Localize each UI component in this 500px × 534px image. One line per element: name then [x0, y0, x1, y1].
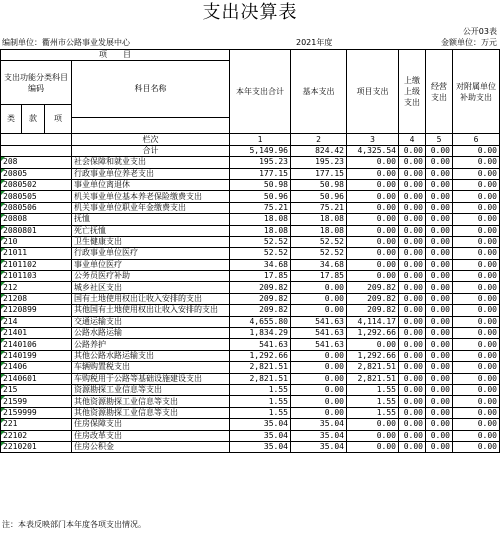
- row-subject-name: 住房改革支出: [72, 430, 230, 441]
- row-code: 2120899: [1, 305, 72, 316]
- row-value-col2: 35.04: [291, 441, 347, 452]
- row-subject-name: 事业单位离退休: [72, 179, 230, 190]
- row-value-col1: 1.55: [230, 407, 291, 418]
- row-subject-name: 公务员医疗补助: [72, 271, 230, 282]
- row-value-col5: 0.00: [426, 362, 453, 373]
- row-value-col3: 1,292.66: [347, 328, 399, 339]
- row-value-col4: 0.00: [399, 373, 426, 384]
- row-value-col2: 0.00: [291, 362, 347, 373]
- table-row: [1, 316, 500, 327]
- row-code: 2140199: [1, 350, 72, 361]
- row-subject-name: 住房公积金: [72, 441, 230, 452]
- header-class: 类: [1, 105, 22, 134]
- row-value-col5: 0.00: [426, 236, 453, 247]
- row-value-col5: 0.00: [426, 259, 453, 270]
- row-value-col2: 17.85: [291, 271, 347, 282]
- row-subject-name: 住房保障支出: [72, 419, 230, 430]
- row-value-col6: 0.00: [453, 362, 500, 373]
- row-value-col6: 0.00: [453, 339, 500, 350]
- row-value-col5: 0.00: [426, 248, 453, 259]
- row-value-col6: 0.00: [453, 179, 500, 190]
- table-title: 支出决算表: [202, 2, 298, 23]
- row-value-col2: 541.63: [291, 339, 347, 350]
- row-subject-name: 车购税用于公路等基础设施建设支出: [72, 373, 230, 384]
- row-value-col3: 0.00: [347, 214, 399, 225]
- row-value-col5: 0.00: [426, 407, 453, 418]
- table-row: [1, 305, 500, 316]
- table-row: [1, 430, 500, 441]
- row-value-col5: 0.00: [426, 350, 453, 361]
- table-row: [1, 259, 500, 270]
- row-value-col2: 0.00: [291, 282, 347, 293]
- row-code: 21011: [1, 248, 72, 259]
- row-value-col3: 0.00: [347, 441, 399, 452]
- table-row: [1, 373, 500, 384]
- row-code: 2080505: [1, 191, 72, 202]
- row-subject-name: 城乡社区支出: [72, 282, 230, 293]
- row-value-col4: 0.00: [399, 407, 426, 418]
- row-subject-name: 行政事业单位医疗: [72, 248, 230, 259]
- row-value-col6: 0.00: [453, 236, 500, 247]
- table-row: [1, 350, 500, 361]
- row-value-col3: 1,292.66: [347, 350, 399, 361]
- row-value-col4: 0.00: [399, 157, 426, 168]
- row-value-col6: 0.00: [453, 430, 500, 441]
- row-code: 2080506: [1, 202, 72, 213]
- table-row: [1, 362, 500, 373]
- row-value-col4: 0.00: [399, 271, 426, 282]
- row-value-col5: 0.00: [426, 293, 453, 304]
- row-value-col3: 4,114.17: [347, 316, 399, 327]
- row-value-col3: 0.00: [347, 225, 399, 236]
- row-value-col6: 0.00: [453, 407, 500, 418]
- row-value-col5: 0.00: [426, 214, 453, 225]
- row-value-col5: 0.00: [426, 168, 453, 179]
- col-no-2: 2: [291, 134, 347, 145]
- row-value-col1: 209.82: [230, 305, 291, 316]
- row-value-col6: 0.00: [453, 316, 500, 327]
- row-value-col2: 18.08: [291, 225, 347, 236]
- footnote: 注：本表反映部门本年度各项支出情况。: [2, 520, 146, 529]
- row-value-col6: 0.00: [453, 419, 500, 430]
- row-value-col6: 0.00: [453, 271, 500, 282]
- row-value-col5: 0.00: [426, 328, 453, 339]
- table-row: [1, 441, 500, 452]
- row-value-col1: 35.04: [230, 441, 291, 452]
- row-value-col4: 0.00: [399, 350, 426, 361]
- row-code: 2140601: [1, 373, 72, 384]
- row-ranks-label: 栏次: [72, 134, 230, 145]
- row-value-col4: 0.00: [399, 248, 426, 259]
- row-value-col2: 35.04: [291, 430, 347, 441]
- row-value-col2: 177.15: [291, 168, 347, 179]
- header-item: 项: [45, 105, 72, 134]
- row-code: 210: [1, 236, 72, 247]
- row-value-col3: 1.55: [347, 407, 399, 418]
- row-code: 2080801: [1, 225, 72, 236]
- row-value-col2: 18.08: [291, 214, 347, 225]
- fiscal-year: 2021年度: [296, 38, 333, 47]
- row-value-col2: 0.00: [291, 396, 347, 407]
- header-basic-expenditure: 基本支出: [291, 50, 347, 134]
- row-value-col1: 17.85: [230, 271, 291, 282]
- row-value-col1: 18.08: [230, 214, 291, 225]
- row-subject-name: 机关事业单位基本养老保险缴费支出: [72, 191, 230, 202]
- header-project: 项 目: [1, 50, 230, 61]
- row-value-col6: 0.00: [453, 225, 500, 236]
- row-code: 20808: [1, 214, 72, 225]
- row-value-col3: 209.82: [347, 282, 399, 293]
- header-remit-superior: 上缴上级支出: [399, 50, 426, 134]
- col-no-3: 3: [347, 134, 399, 145]
- row-value-col5: 0.00: [426, 157, 453, 168]
- row-subject-name: 事业单位医疗: [72, 259, 230, 270]
- row-value-col5: 0.00: [426, 305, 453, 316]
- row-value-col3: 0.00: [347, 271, 399, 282]
- row-code: 22102: [1, 430, 72, 441]
- row-value-col5: 0.00: [426, 441, 453, 452]
- row-value-col5: 0.00: [426, 384, 453, 395]
- row-value-col1: 1,834.29: [230, 328, 291, 339]
- row-code: 2101103: [1, 271, 72, 282]
- row-value-col4: 0.00: [399, 328, 426, 339]
- row-value-col2: 34.68: [291, 259, 347, 270]
- row-value-col2: 541.63: [291, 316, 347, 327]
- row-value-col4: 0.00: [399, 396, 426, 407]
- row-value-col6: 0.00: [453, 396, 500, 407]
- table-row: [1, 225, 500, 236]
- row-value-col1: 541.63: [230, 339, 291, 350]
- col-no-4: 4: [399, 134, 426, 145]
- row-value-col1: 2,821.51: [230, 373, 291, 384]
- row-value-col3: 0.00: [347, 157, 399, 168]
- row-value-col2: 75.21: [291, 202, 347, 213]
- row-value-col5: 0.00: [426, 316, 453, 327]
- compiling-unit: 编制单位：衢州市公路事业发展中心: [2, 38, 130, 47]
- row-value-col1: 195.23: [230, 157, 291, 168]
- row-value-col4: 0.00: [399, 419, 426, 430]
- row-code: 215: [1, 384, 72, 395]
- row-value-col6: 0.00: [453, 384, 500, 395]
- table-row: [1, 179, 500, 190]
- header-total-expenditure: 本年支出合计: [230, 50, 291, 134]
- table-row: [1, 214, 500, 225]
- row-value-col2: 52.52: [291, 248, 347, 259]
- row-value-col6: 0.00: [453, 248, 500, 259]
- row-value-col6: 0.00: [453, 191, 500, 202]
- total-col1: 5,149.96: [230, 145, 291, 156]
- row-value-col3: 0.00: [347, 191, 399, 202]
- row-value-col5: 0.00: [426, 191, 453, 202]
- row-value-col5: 0.00: [426, 225, 453, 236]
- row-value-col1: 50.98: [230, 179, 291, 190]
- row-value-col2: 0.00: [291, 305, 347, 316]
- row-value-col4: 0.00: [399, 202, 426, 213]
- row-value-col2: 50.98: [291, 179, 347, 190]
- row-value-col5: 0.00: [426, 202, 453, 213]
- header-subsidiary-subsidy: 对附属单位补助支出: [453, 50, 500, 134]
- row-value-col4: 0.00: [399, 282, 426, 293]
- row-code: 2140106: [1, 339, 72, 350]
- row-value-col5: 0.00: [426, 339, 453, 350]
- row-code: 2210201: [1, 441, 72, 452]
- row-value-col3: 0.00: [347, 179, 399, 190]
- row-value-col6: 0.00: [453, 293, 500, 304]
- row-code: 20805: [1, 168, 72, 179]
- row-value-col5: 0.00: [426, 396, 453, 407]
- row-value-col5: 0.00: [426, 282, 453, 293]
- row-value-col5: 0.00: [426, 179, 453, 190]
- row-value-col1: 18.08: [230, 225, 291, 236]
- row-code: 21208: [1, 293, 72, 304]
- row-value-col6: 0.00: [453, 441, 500, 452]
- row-value-col3: 0.00: [347, 339, 399, 350]
- row-value-col6: 0.00: [453, 282, 500, 293]
- header-function-code: 支出功能分类科目编码: [1, 61, 72, 105]
- row-value-col5: 0.00: [426, 430, 453, 441]
- row-subject-name: 其他公路水路运输支出: [72, 350, 230, 361]
- table-row: [1, 328, 500, 339]
- row-subject-name: 卫生健康支出: [72, 236, 230, 247]
- row-value-col2: 0.00: [291, 350, 347, 361]
- row-value-col4: 0.00: [399, 430, 426, 441]
- row-value-col6: 0.00: [453, 214, 500, 225]
- row-value-col4: 0.00: [399, 339, 426, 350]
- row-value-col1: 1.55: [230, 396, 291, 407]
- row-subject-name: 抚恤: [72, 214, 230, 225]
- row-code: 208: [1, 157, 72, 168]
- row-code: 2101102: [1, 259, 72, 270]
- col-no-6: 6: [453, 134, 500, 145]
- table-row: [1, 407, 500, 418]
- col-no-1: 1: [230, 134, 291, 145]
- row-value-col4: 0.00: [399, 236, 426, 247]
- row-value-col2: 52.52: [291, 236, 347, 247]
- row-value-col2: 195.23: [291, 157, 347, 168]
- row-value-col2: 50.96: [291, 191, 347, 202]
- row-code: 221: [1, 419, 72, 430]
- row-subject-name: 资源勘探工业信息等支出: [72, 384, 230, 395]
- row-subject-name: 死亡抚恤: [72, 225, 230, 236]
- row-subject-name: 社会保障和就业支出: [72, 157, 230, 168]
- row-value-col4: 0.00: [399, 214, 426, 225]
- col-no-5: 5: [426, 134, 453, 145]
- row-code: 21599: [1, 396, 72, 407]
- row-value-col1: 34.68: [230, 259, 291, 270]
- table-row: [1, 293, 500, 304]
- row-value-col1: 35.04: [230, 419, 291, 430]
- row-value-col3: 0.00: [347, 248, 399, 259]
- table-row: [1, 168, 500, 179]
- row-value-col2: 0.00: [291, 407, 347, 418]
- row-value-col4: 0.00: [399, 191, 426, 202]
- row-code: 214: [1, 316, 72, 327]
- row-value-col5: 0.00: [426, 419, 453, 430]
- row-value-col4: 0.00: [399, 225, 426, 236]
- header-project-expenditure: 项目支出: [347, 50, 399, 134]
- form-number: 公开03表: [462, 27, 497, 36]
- row-value-col3: 2,821.51: [347, 373, 399, 384]
- row-value-col5: 0.00: [426, 373, 453, 384]
- row-code: 212: [1, 282, 72, 293]
- table-row: [1, 202, 500, 213]
- row-value-col3: 2,821.51: [347, 362, 399, 373]
- table-row: [1, 157, 500, 168]
- row-value-col3: 0.00: [347, 419, 399, 430]
- row-value-col4: 0.00: [399, 259, 426, 270]
- row-value-col1: 52.52: [230, 236, 291, 247]
- row-value-col6: 0.00: [453, 259, 500, 270]
- row-value-col1: 2,821.51: [230, 362, 291, 373]
- row-value-col6: 0.00: [453, 168, 500, 179]
- row-total-label: 合计: [72, 145, 230, 156]
- row-value-col6: 0.00: [453, 157, 500, 168]
- table-row: [1, 191, 500, 202]
- row-value-col2: 0.00: [291, 293, 347, 304]
- row-value-col2: 0.00: [291, 373, 347, 384]
- row-value-col1: 75.21: [230, 202, 291, 213]
- table-row: [1, 236, 500, 247]
- row-value-col1: 1.55: [230, 384, 291, 395]
- row-value-col4: 0.00: [399, 441, 426, 452]
- row-value-col6: 0.00: [453, 202, 500, 213]
- row-subject-name: 行政事业单位养老支出: [72, 168, 230, 179]
- expenditure-table: [0, 49, 500, 453]
- row-value-col3: 0.00: [347, 168, 399, 179]
- table-row: [1, 419, 500, 430]
- row-value-col1: 177.15: [230, 168, 291, 179]
- table-row: [1, 271, 500, 282]
- row-subject-name: 车辆购置税支出: [72, 362, 230, 373]
- row-value-col1: 209.82: [230, 293, 291, 304]
- row-value-col3: 0.00: [347, 430, 399, 441]
- row-subject-name: 交通运输支出: [72, 316, 230, 327]
- table-row: [1, 339, 500, 350]
- row-value-col3: 0.00: [347, 236, 399, 247]
- table-row: [1, 248, 500, 259]
- row-value-col2: 0.00: [291, 384, 347, 395]
- row-value-col4: 0.00: [399, 168, 426, 179]
- row-subject-name: 其他资源勘探工业信息等支出: [72, 396, 230, 407]
- table-row: [1, 282, 500, 293]
- money-unit: 金额单位：万元: [441, 38, 497, 47]
- row-value-col1: 35.04: [230, 430, 291, 441]
- row-subject-name: 其他国有土地使用权出让收入安排的支出: [72, 305, 230, 316]
- row-code: 2080502: [1, 179, 72, 190]
- header-subject-name: 科目名称: [72, 61, 230, 118]
- row-value-col4: 0.00: [399, 384, 426, 395]
- table-row: [1, 384, 500, 395]
- row-value-col6: 0.00: [453, 305, 500, 316]
- row-value-col1: 52.52: [230, 248, 291, 259]
- total-col6: 0.00: [453, 145, 500, 156]
- row-subject-name: 机关事业单位职业年金缴费支出: [72, 202, 230, 213]
- total-col4: 0.00: [399, 145, 426, 156]
- row-value-col4: 0.00: [399, 316, 426, 327]
- row-value-col4: 0.00: [399, 305, 426, 316]
- row-value-col3: 0.00: [347, 259, 399, 270]
- row-subject-name: 国有土地使用权出让收入安排的支出: [72, 293, 230, 304]
- row-value-col1: 4,655.80: [230, 316, 291, 327]
- row-value-col1: 1,292.66: [230, 350, 291, 361]
- row-value-col1: 50.96: [230, 191, 291, 202]
- row-subject-name: 其他资源勘探工业信息等支出: [72, 407, 230, 418]
- row-value-col3: 209.82: [347, 305, 399, 316]
- header-operating-expenditure: 经营支出: [426, 50, 453, 134]
- row-value-col4: 0.00: [399, 179, 426, 190]
- row-value-col6: 0.00: [453, 350, 500, 361]
- total-col3: 4,325.54: [347, 145, 399, 156]
- row-value-col3: 0.00: [347, 202, 399, 213]
- row-value-col6: 0.00: [453, 328, 500, 339]
- row-value-col2: 541.63: [291, 328, 347, 339]
- total-col2: 824.42: [291, 145, 347, 156]
- row-value-col1: 209.82: [230, 282, 291, 293]
- row-value-col4: 0.00: [399, 362, 426, 373]
- row-value-col3: 1.55: [347, 396, 399, 407]
- row-value-col4: 0.00: [399, 293, 426, 304]
- table-row: [1, 396, 500, 407]
- row-value-col2: 35.04: [291, 419, 347, 430]
- row-subject-name: 公路水路运输: [72, 328, 230, 339]
- row-code: 21406: [1, 362, 72, 373]
- header-section: 款: [22, 105, 45, 134]
- row-subject-name: 公路养护: [72, 339, 230, 350]
- row-value-col3: 1.55: [347, 384, 399, 395]
- row-value-col6: 0.00: [453, 373, 500, 384]
- row-code: 21401: [1, 328, 72, 339]
- total-col5: 0.00: [426, 145, 453, 156]
- row-code: 2159999: [1, 407, 72, 418]
- row-value-col5: 0.00: [426, 271, 453, 282]
- row-value-col3: 209.82: [347, 293, 399, 304]
